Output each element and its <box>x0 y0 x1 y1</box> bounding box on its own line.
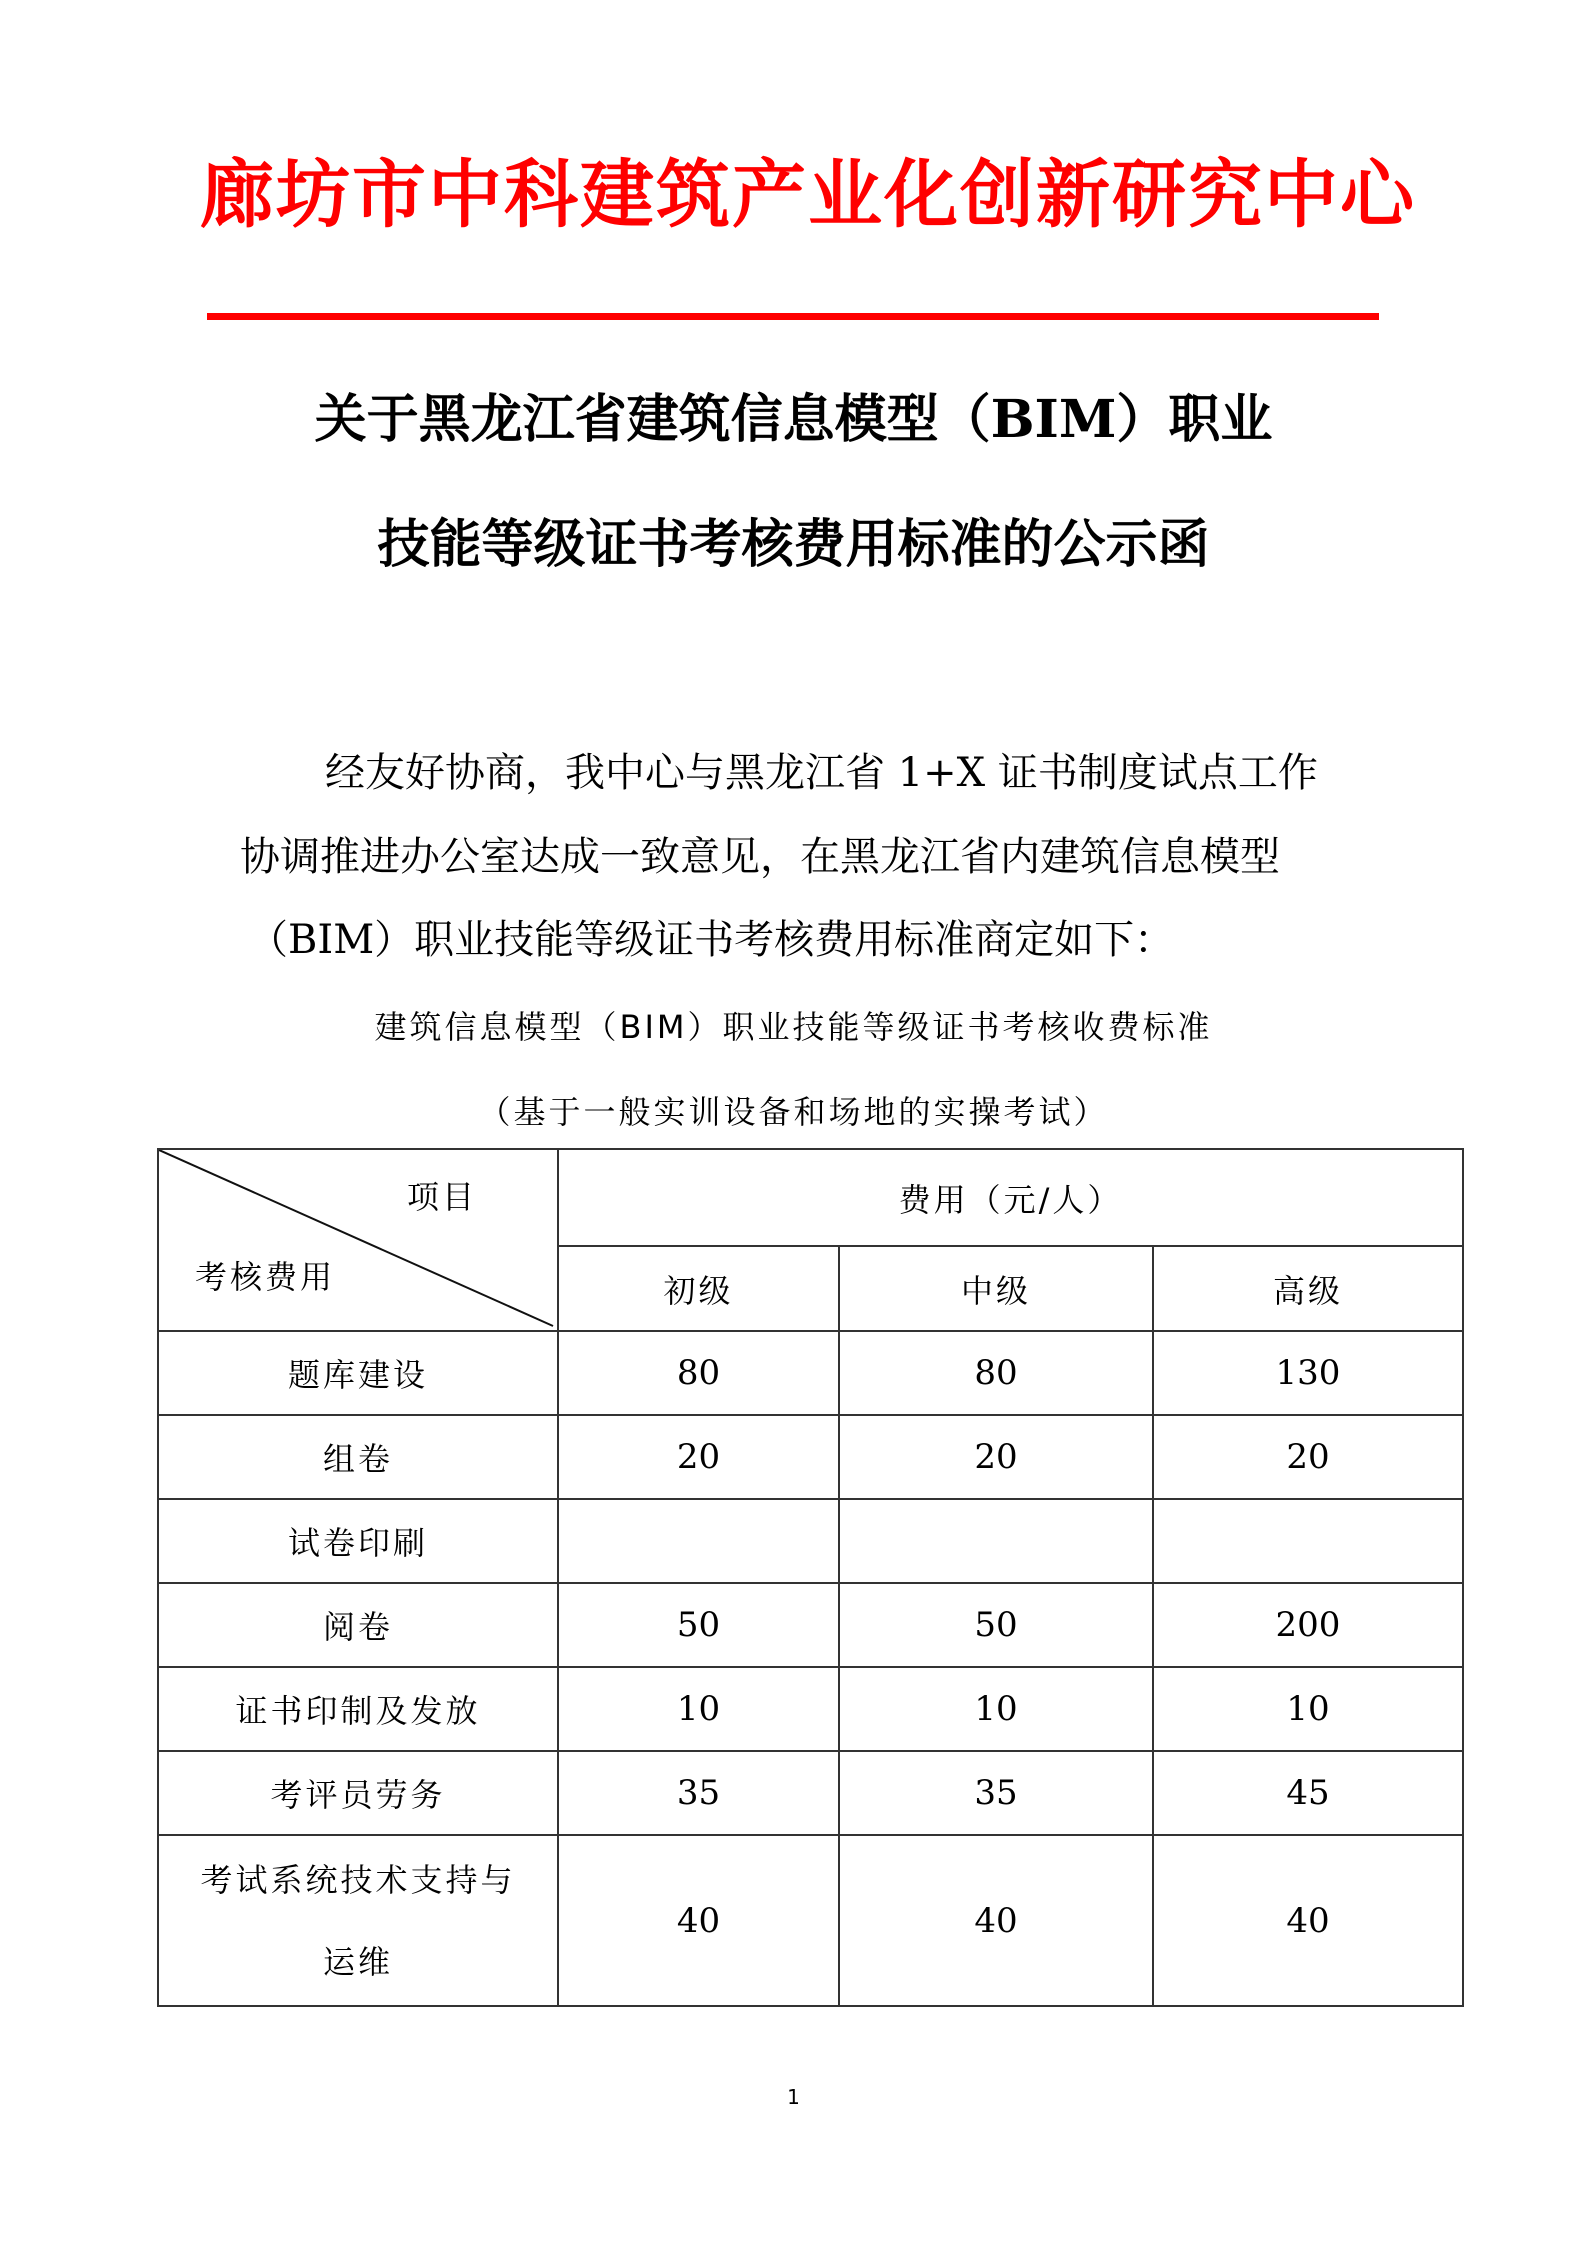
column-header-junior: 初级 <box>558 1246 839 1331</box>
cell-value: 10 <box>839 1667 1153 1751</box>
row-label: 考评员劳务 <box>158 1751 558 1835</box>
cell-value: 40 <box>839 1835 1153 2006</box>
cell-value: 130 <box>1153 1331 1463 1415</box>
diagonal-line-icon <box>159 1150 557 1330</box>
corner-header-item: 项目 <box>406 1178 477 1216</box>
table-row <box>158 1499 1463 1583</box>
table-row <box>158 1583 1463 1667</box>
page-number: 1 <box>787 2085 800 2109</box>
row-label: 题库建设 <box>158 1331 558 1415</box>
table-subcaption: （基于一般实训设备和场地的实操考试） <box>478 1093 1109 1131</box>
cell-value: 45 <box>1153 1751 1463 1835</box>
cell-value: 20 <box>558 1415 839 1499</box>
column-header-intermediate: 中级 <box>839 1246 1153 1331</box>
cell-value: 35 <box>839 1751 1153 1835</box>
table-header-row <box>158 1149 1463 1246</box>
cell-value: 10 <box>1153 1667 1463 1751</box>
cell-value <box>558 1499 839 1583</box>
cell-value <box>1153 1499 1463 1583</box>
cell-value: 40 <box>1153 1835 1463 2006</box>
table-row <box>158 1835 1463 2006</box>
column-header-senior: 高级 <box>1153 1246 1463 1331</box>
row-label: 组卷 <box>158 1415 558 1499</box>
table-row <box>158 1751 1463 1835</box>
letterhead-divider <box>207 313 1379 320</box>
cell-value: 50 <box>558 1583 839 1667</box>
cell-value: 80 <box>558 1331 839 1415</box>
row-label-line-1: 考试系统技术支持与 <box>200 1860 516 1899</box>
cell-value: 40 <box>558 1835 839 2006</box>
table-row <box>158 1667 1463 1751</box>
cell-value <box>839 1499 1153 1583</box>
cell-value: 35 <box>558 1751 839 1835</box>
body-text-line-3: （BIM）职业技能等级证书考核费用标准商定如下： <box>248 917 1175 963</box>
fee-standard-table <box>157 1148 1464 2007</box>
row-label-line-2: 运维 <box>322 1942 393 1981</box>
organization-letterhead: 廊坊市中科建筑产业化创新研究中心 <box>200 152 1416 238</box>
document-title-line-2: 技能等级证书考核费用标准的公示函 <box>377 514 1210 575</box>
row-label: 试卷印刷 <box>158 1499 558 1583</box>
row-label: 证书印制及发放 <box>158 1667 558 1751</box>
body-text-line-1: 经友好协商，我中心与黑龙江省 1+X 证书制度试点工作 <box>325 750 1318 796</box>
row-label: 阅卷 <box>158 1583 558 1667</box>
body-text-line-2: 协调推进办公室达成一致意见，在黑龙江省内建筑信息模型 <box>240 834 1280 880</box>
group-header-cell: 费用（元/人） <box>558 1149 1463 1246</box>
table-row <box>158 1331 1463 1415</box>
corner-header-fee: 考核费用 <box>195 1258 336 1296</box>
table-row <box>158 1415 1463 1499</box>
document-title-line-1: 关于黑龙江省建筑信息模型（BIM）职业 <box>314 389 1273 450</box>
cell-value: 10 <box>558 1667 839 1751</box>
cell-value: 200 <box>1153 1583 1463 1667</box>
table-caption: 建筑信息模型（BIM）职业技能等级证书考核收费标准 <box>374 1008 1213 1046</box>
cell-value: 50 <box>839 1583 1153 1667</box>
cell-value: 20 <box>1153 1415 1463 1499</box>
row-label <box>158 1835 558 2006</box>
cell-value: 80 <box>839 1331 1153 1415</box>
cell-value: 20 <box>839 1415 1153 1499</box>
diagonal-header-cell <box>158 1149 558 1331</box>
